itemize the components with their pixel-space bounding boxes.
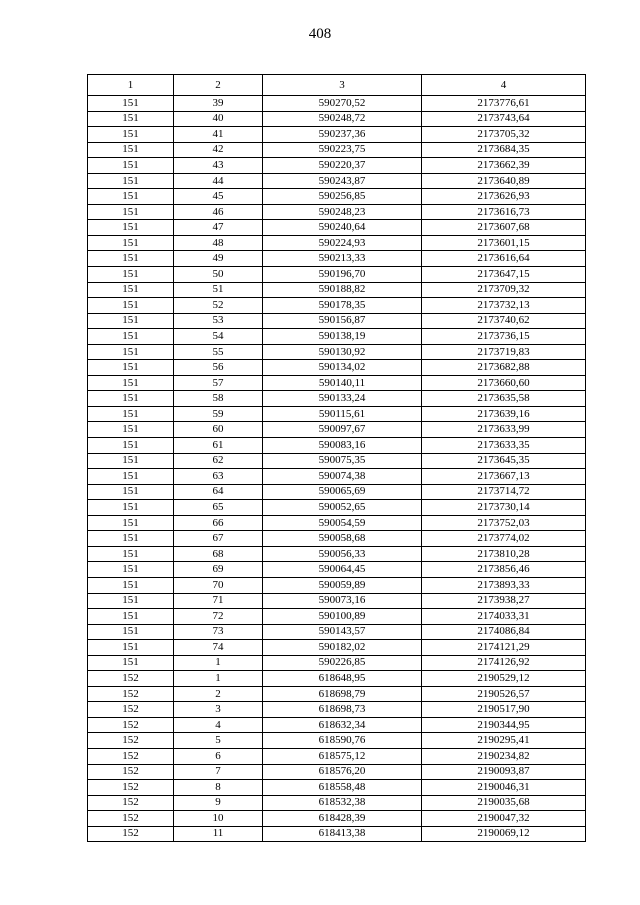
table-cell: 2174121,29 [422,640,586,656]
table-cell: 151 [88,500,174,516]
table-cell: 52 [174,298,263,314]
table-cell: 590156,87 [263,313,422,329]
table-row [88,375,586,391]
table-cell: 590097,67 [263,422,422,438]
table-cell: 151 [88,546,174,562]
table-cell: 151 [88,391,174,407]
header-cell: 4 [422,75,586,96]
table-cell: 2173938,27 [422,593,586,609]
table-row [88,515,586,531]
table-header [88,75,586,96]
table-cell: 151 [88,624,174,640]
table-cell: 2173667,13 [422,469,586,485]
table-cell: 590226,85 [263,655,422,671]
table-cell: 42 [174,142,263,158]
table-cell: 618532,38 [263,795,422,811]
table-cell: 151 [88,267,174,283]
table-cell: 2173730,14 [422,500,586,516]
table-cell: 590073,16 [263,593,422,609]
table-cell: 66 [174,515,263,531]
table-cell: 590075,35 [263,453,422,469]
table-cell: 2173714,72 [422,484,586,500]
table-row [88,686,586,702]
table-cell: 2190046,31 [422,780,586,796]
table-cell: 65 [174,500,263,516]
table-cell: 48 [174,235,263,251]
header-cell: 1 [88,75,174,96]
table-cell: 151 [88,531,174,547]
table-cell: 151 [88,609,174,625]
table-row [88,344,586,360]
table-cell: 151 [88,640,174,656]
table-cell: 618632,34 [263,717,422,733]
table-row [88,360,586,376]
table-cell: 151 [88,453,174,469]
table-cell: 9 [174,795,263,811]
table-cell: 590270,52 [263,96,422,112]
table-cell: 151 [88,469,174,485]
table-cell: 2174033,31 [422,609,586,625]
table-cell: 46 [174,204,263,220]
table-cell: 590248,72 [263,111,422,127]
table-cell: 151 [88,111,174,127]
table-cell: 53 [174,313,263,329]
table-cell: 590196,70 [263,267,422,283]
table-cell: 2173626,93 [422,189,586,205]
table-row [88,640,586,656]
table-cell: 590256,85 [263,189,422,205]
table-cell: 2173616,73 [422,204,586,220]
table-row [88,438,586,454]
table-cell: 152 [88,826,174,842]
table-cell: 152 [88,795,174,811]
table-cell: 151 [88,313,174,329]
table-cell: 151 [88,127,174,143]
header-row [88,75,586,96]
table-cell: 152 [88,686,174,702]
table-cell: 151 [88,484,174,500]
table-row [88,235,586,251]
table-cell: 2173684,35 [422,142,586,158]
table-cell: 151 [88,438,174,454]
table-row [88,484,586,500]
table-cell: 3 [174,702,263,718]
table-cell: 39 [174,96,263,112]
table-cell: 70 [174,577,263,593]
table-cell: 55 [174,344,263,360]
table-cell: 151 [88,655,174,671]
table-cell: 62 [174,453,263,469]
table-cell: 2173633,35 [422,438,586,454]
table-cell: 63 [174,469,263,485]
table-row [88,562,586,578]
table-cell: 151 [88,515,174,531]
table-cell: 590213,33 [263,251,422,267]
table-cell: 590083,16 [263,438,422,454]
table-cell: 151 [88,329,174,345]
table-row [88,282,586,298]
table-cell: 152 [88,702,174,718]
table-cell: 4 [174,717,263,733]
table-cell: 57 [174,375,263,391]
table-cell: 56 [174,360,263,376]
table-cell: 60 [174,422,263,438]
table-row [88,500,586,516]
table-row [88,298,586,314]
table-cell: 50 [174,267,263,283]
table-cell: 49 [174,251,263,267]
table-row [88,748,586,764]
table-row [88,251,586,267]
table-cell: 590100,89 [263,609,422,625]
page-number: 408 [308,26,332,42]
table-cell: 618648,95 [263,671,422,687]
table-cell: 590220,37 [263,158,422,174]
table-cell: 151 [88,235,174,251]
table-cell: 151 [88,577,174,593]
table-row [88,267,586,283]
table-cell: 151 [88,204,174,220]
table-cell: 151 [88,158,174,174]
table-row [88,406,586,422]
table-cell: 152 [88,748,174,764]
table-cell: 590182,02 [263,640,422,656]
table-cell: 73 [174,624,263,640]
table-row [88,189,586,205]
table-body [88,96,586,842]
table-row [88,717,586,733]
table-cell: 6 [174,748,263,764]
table-cell: 2173743,64 [422,111,586,127]
table-cell: 590130,92 [263,344,422,360]
table-cell: 69 [174,562,263,578]
table-cell: 41 [174,127,263,143]
table-cell: 59 [174,406,263,422]
table-cell: 2173709,32 [422,282,586,298]
table-cell: 151 [88,344,174,360]
table-cell: 151 [88,360,174,376]
table-row [88,733,586,749]
table-row [88,158,586,174]
header-cell: 2 [174,75,263,96]
table-cell: 2173607,68 [422,220,586,236]
table-cell: 2173635,58 [422,391,586,407]
table-cell: 1 [174,671,263,687]
table-row [88,127,586,143]
table-row [88,624,586,640]
table-cell: 152 [88,733,174,749]
table-cell: 43 [174,158,263,174]
table-cell: 2173682,88 [422,360,586,376]
table-cell: 2173856,46 [422,562,586,578]
table-cell: 2174086,84 [422,624,586,640]
table-row [88,780,586,796]
table-cell: 590138,19 [263,329,422,345]
table-cell: 2190047,32 [422,811,586,827]
table-cell: 2190295,41 [422,733,586,749]
table-cell: 590248,23 [263,204,422,220]
table-cell: 590134,02 [263,360,422,376]
table-cell: 590065,69 [263,484,422,500]
table-row [88,453,586,469]
table-cell: 2190526,57 [422,686,586,702]
table-row [88,795,586,811]
table-row [88,204,586,220]
table-cell: 2173810,28 [422,546,586,562]
table-row [88,422,586,438]
table-cell: 151 [88,375,174,391]
table-row [88,313,586,329]
table-cell: 10 [174,811,263,827]
table-cell: 618698,73 [263,702,422,718]
table-cell: 2173705,32 [422,127,586,143]
table-row [88,220,586,236]
coordinates-table [87,74,586,842]
table-cell: 151 [88,189,174,205]
table-cell: 72 [174,609,263,625]
table-cell: 590140,11 [263,375,422,391]
table-cell: 1 [174,655,263,671]
table-cell: 151 [88,220,174,236]
table-cell: 58 [174,391,263,407]
table-cell: 2173645,35 [422,453,586,469]
table-cell: 8 [174,780,263,796]
table-cell: 590237,36 [263,127,422,143]
table-cell: 151 [88,282,174,298]
table-cell: 2173601,15 [422,235,586,251]
table-cell: 151 [88,142,174,158]
table-cell: 2190093,87 [422,764,586,780]
table-cell: 44 [174,173,263,189]
table-row [88,329,586,345]
table-row [88,469,586,485]
table-row [88,671,586,687]
table-cell: 590143,57 [263,624,422,640]
table-cell: 151 [88,406,174,422]
table-cell: 151 [88,298,174,314]
table-cell: 590178,35 [263,298,422,314]
table-cell: 590224,93 [263,235,422,251]
table-cell: 68 [174,546,263,562]
table-cell: 618558,48 [263,780,422,796]
table-cell: 590054,59 [263,515,422,531]
table-cell: 74 [174,640,263,656]
table-row [88,142,586,158]
table-row [88,173,586,189]
table-row [88,593,586,609]
table-cell: 590188,82 [263,282,422,298]
table-cell: 152 [88,717,174,733]
table-cell: 11 [174,826,263,842]
table-cell: 151 [88,96,174,112]
table-cell: 2173639,16 [422,406,586,422]
table-cell: 2173736,15 [422,329,586,345]
table-cell: 152 [88,811,174,827]
table-cell: 2173740,62 [422,313,586,329]
table-row [88,96,586,112]
table-cell: 618413,38 [263,826,422,842]
table-cell: 61 [174,438,263,454]
table-cell: 590064,45 [263,562,422,578]
table-cell: 590240,64 [263,220,422,236]
table-cell: 2173647,15 [422,267,586,283]
table-row [88,826,586,842]
table-cell: 152 [88,780,174,796]
table-row [88,391,586,407]
table-cell: 47 [174,220,263,236]
table-cell: 2173662,39 [422,158,586,174]
table-cell: 7 [174,764,263,780]
table-cell: 2173776,61 [422,96,586,112]
table-cell: 152 [88,764,174,780]
table-cell: 2173633,99 [422,422,586,438]
table-row [88,702,586,718]
table-cell: 151 [88,562,174,578]
table-cell: 2 [174,686,263,702]
table-cell: 618428,39 [263,811,422,827]
table-cell: 2173640,89 [422,173,586,189]
table-row [88,609,586,625]
table-cell: 2190344,95 [422,717,586,733]
table-cell: 2173616,64 [422,251,586,267]
table-row [88,655,586,671]
table-cell: 54 [174,329,263,345]
table-cell: 151 [88,251,174,267]
table-cell: 2190234,82 [422,748,586,764]
table-cell: 590223,75 [263,142,422,158]
table-cell: 2190035,68 [422,795,586,811]
table-row [88,546,586,562]
table-cell: 2173893,33 [422,577,586,593]
table-cell: 40 [174,111,263,127]
table-cell: 618575,12 [263,748,422,764]
table-cell: 2190517,90 [422,702,586,718]
table-cell: 151 [88,173,174,189]
table-cell: 2173774,02 [422,531,586,547]
table-cell: 590133,24 [263,391,422,407]
table-row [88,764,586,780]
table-row [88,531,586,547]
table-cell: 618698,79 [263,686,422,702]
table-cell: 2173660,60 [422,375,586,391]
table-cell: 67 [174,531,263,547]
table-cell: 2173719,83 [422,344,586,360]
table-cell: 590074,38 [263,469,422,485]
table-cell: 618590,76 [263,733,422,749]
table-cell: 152 [88,671,174,687]
header-cell: 3 [263,75,422,96]
table-cell: 618576,20 [263,764,422,780]
table-row [88,577,586,593]
table-cell: 51 [174,282,263,298]
table-row [88,111,586,127]
table-cell: 2173752,03 [422,515,586,531]
table-cell: 2190069,12 [422,826,586,842]
table-cell: 590052,65 [263,500,422,516]
table-cell: 590058,68 [263,531,422,547]
table-cell: 64 [174,484,263,500]
table-cell: 2173732,13 [422,298,586,314]
table-cell: 590243,87 [263,173,422,189]
table-cell: 71 [174,593,263,609]
table-cell: 590059,89 [263,577,422,593]
table-cell: 590056,33 [263,546,422,562]
table-cell: 2190529,12 [422,671,586,687]
table-cell: 151 [88,422,174,438]
table-cell: 151 [88,593,174,609]
table-row [88,811,586,827]
table-cell: 2174126,92 [422,655,586,671]
table-cell: 45 [174,189,263,205]
table-cell: 590115,61 [263,406,422,422]
table-cell: 5 [174,733,263,749]
